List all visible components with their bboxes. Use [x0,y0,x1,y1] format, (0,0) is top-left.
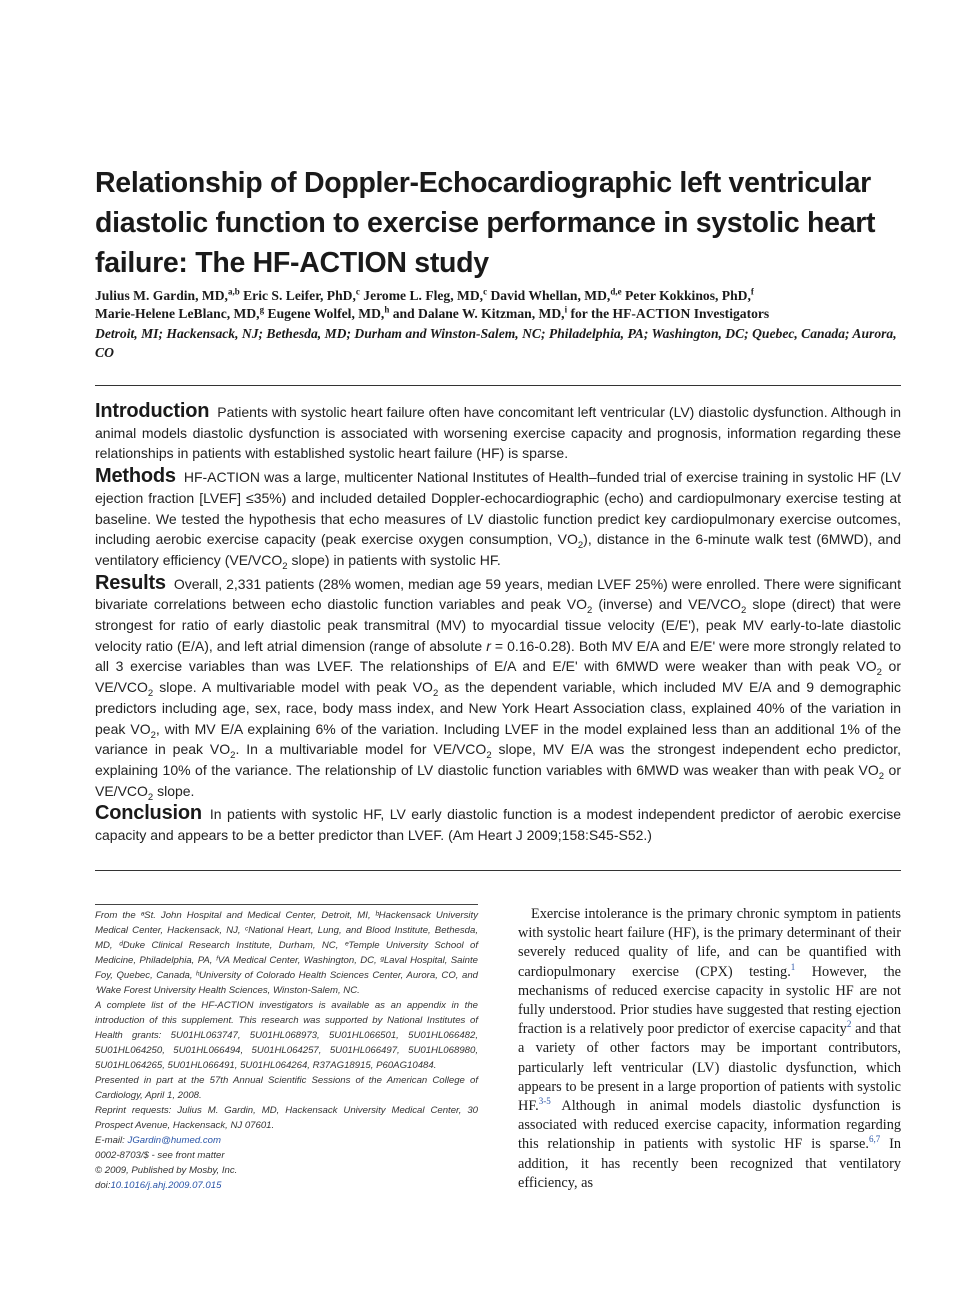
author-affiliation-mark: c [483,286,488,297]
abstract-text: slope (direct) that were strongest for ratio of early diastolic peak transmitral (MV) to myocardial tissue velocity (E/E'), peak MV early-to-late diastolic velocity ratio (E/A), and left atrial dimension (range of absolute [95,596,901,654]
author: Eric S. Leifer, PhD, [243,288,356,303]
author: Eugene Wolfel, MD, [267,306,385,321]
investigators-suffix: for the HF-ACTION Investigators [570,306,770,321]
author-list [95,287,905,323]
abstract-methods [95,466,901,571]
subscript: 2 [432,687,439,699]
author: and Dalane W. Kitzman, MD, [392,306,565,321]
abstract-text: Patients with systolic heart failure often have concomitant left ventricular (LV) diastolic dysfunction. Although in animal models diastolic dysfunction is associated with worsening exercise capacity and prognosis, information regarding these relationships in patients with established systolic heart failure (HF) is sparse. [95,404,901,462]
email-link[interactable]: JGardin@humed.com [127,1135,221,1146]
author: Jerome L. Fleg, MD, [363,288,484,303]
body-text: Exercise intolerance is the primary chronic symptom in patients with systolic heart failure (HF), is the primary determinant of their severely reduced quality of life, and can be quantified with cardiopulmonary exercise (CPX) testing. [518,906,901,980]
author-affiliation-mark: h [384,304,390,315]
abstract-results [95,573,901,802]
email-note [95,1133,478,1148]
subscript: 2 [587,605,593,617]
abstract-conclusion [95,803,901,845]
author-affiliation-mark: i [564,304,568,315]
author-affiliation-mark: a,b [227,286,240,297]
article-title: Relationship of Doppler-Echocardiographic left ventricular diastolic function to exercise performance in systolic heart failure: The HF-ACTION study [95,167,876,279]
footnotes [95,908,478,1193]
copyright-note: © 2009, Published by Mosby, Inc. [95,1165,238,1176]
abstract-text: . In a multivariable model for VE/VCO [235,741,487,758]
author-affiliation-mark: d,e [610,286,622,297]
author-locations: Detroit, MI; Hackensack, NJ; Bethesda, MD; Durham and Winston-Salem, NC; Philadelphia, PA; Washington, DC; Quebec, Canada; Aurora, CO [95,326,897,360]
email-label: E-mail: [95,1135,128,1146]
reprint-note: Reprint requests: Julius M. Gardin, MD, Hackensack University Medical Center, 30 Prospect Avenue, Hackensack, NJ 07601. [95,1105,478,1131]
author: Julius M. Gardin, MD, [95,288,228,303]
footnote-rule [95,904,478,905]
subscript: 2 [147,687,154,699]
author: Peter Kokkinos, PhD, [624,288,751,303]
abstract-text: or VE/VCO [95,761,901,799]
citation-link[interactable]: 3-5 [538,1096,551,1107]
subscript: 2 [577,540,584,552]
abstract-heading: Conclusion [95,802,202,825]
subscript: 2 [147,791,154,803]
abstract-bottom-rule [95,870,901,871]
subscript: 2 [741,605,747,617]
author: Marie-Helene LeBlanc, MD, [95,306,260,321]
abstract-top-rule [95,385,901,386]
subscript: 2 [486,750,492,762]
doi-label: doi: [95,1180,111,1191]
abstract-text: HF-ACTION was a large, multicenter National Institutes of Health–funded trial of exercise training in systolic HF (LV ejection fraction [LVEF] ≤35%) and included detailed Doppler-echocardiographic (echo) and cardiopulmonary exercise testing at baseline. We tested the hypothesis that echo measures of LV diastolic function predict key cardiopulmonary exercise outcomes, including aerobic exercise capacity (peak exercise oxygen consumption, VO [95,469,901,548]
body-paragraph [518,905,901,1193]
author: David Whellan, MD, [490,288,611,303]
doi-link[interactable]: 10.1016/j.ahj.2009.07.015 [110,1180,222,1191]
body-text: In addition, it has recently been recognized that ventilatory efficiency, as [518,1136,902,1191]
subscript: 2 [282,560,288,572]
abstract-text: (inverse) and VE/VCO [592,596,742,613]
abstract-text-italic: r [486,637,491,654]
abstract-heading: Results [95,571,166,594]
abstract-text: slope. A multivariable model with peak VO [153,679,433,696]
abstract-text: Overall, 2,331 patients (28% women, median age 59 years, median LVEF 25%) were enrolled. There were significant bivariate correlations between echo diastolic function variables and peak VO [95,575,901,613]
citation-link[interactable]: 6,7 [868,1134,881,1145]
abstract-text: slope. [153,782,195,799]
citation-link[interactable]: 1 [790,961,796,972]
affiliations-note: From the ᵃSt. John Hospital and Medical Center, Detroit, MI, ᵇHackensack University Medical Center, Hackensack, NJ, ᶜNational Heart, Lung, and Blood Institute, Bethesda, MD, ᵈDuke Clinical Research Institute, Durham, NC, ᵉTemple University School of Medicine, Philadelphia, PA, ᶠVA Medical Center, Washington, DC, ᵍLaval Hospital, Sainte Foy, Quebec, Canada, ʰUniversity of Colorado Health Sciences Center, Aurora, CO, and ⁱWake Forest University Health Sciences, Winston-Salem, NC. [95,910,478,996]
funding-note: A complete list of the HF-ACTION investigators is available as an appendix in the introduction of this supplement. This research was supported by National Institutes of Health grants: 5U01HL063747, 5U01HL068973, 5U01HL066501, 5U01HL066482, 5U01HL064250, 5U01HL066494, 5U01HL064257, 5U01HL066497, 5U01HL068980, 5U01HL064265, 5U01HL066491, 5U01HL064264, R37AG18915, P60AG10484. [95,1000,478,1071]
abstract-text: In patients with systolic HF, LV early diastolic function is a modest independent predictor of aerobic exercise capacity and appears to be a better predictor than LVEF. (Am Heart J 2009;158:S45-S52.) [95,806,901,844]
abstract [95,401,901,848]
abstract-text: , with MV E/A explaining 6% of the variation. Including LVEF in the model explained less than an additional 1% of the variance in peak VO [95,720,901,758]
abstract-text: ), distance in the 6-minute walk test (6MWD), and ventilatory efficiency (VE/VCO [95,531,901,568]
issn-note: 0002-8703/$ - see front matter [95,1150,225,1161]
author-affiliation-mark: g [259,304,265,315]
subscript: 2 [230,750,236,762]
abstract-heading: Introduction [95,400,210,422]
abstract-introduction [95,401,901,464]
abstract-text: as the dependent variable, which included MV E/A and 9 demographic predictors including age, sex, race, body mass index, and New York Heart Association class, explained 40% of the variation in peak VO [95,679,901,737]
subscript: 2 [878,770,885,782]
body-text: and that a variety of other factors may be important contributors, particularly left ventricular (LV) diastolic dysfunction, which appears to be present in a large proportion of patients with systolic HF. [518,1021,901,1115]
subscript: 2 [150,729,156,741]
subscript: 2 [876,667,882,679]
abstract-text: or VE/VCO [95,658,901,696]
abstract-text: = 0.16-0.28). Both MV E/A and E/E' were more strongly related to all 3 exercise variables than was LVEF. The relationships of E/A and E/E' with 6MWD were weaker than with peak VO [95,637,901,675]
author-affiliation-mark: f [750,286,754,297]
doi-note [95,1178,478,1193]
body-text: However, the mechanisms of reduced exercise capacity in systolic HF are not fully understood. Prior studies have suggested that resting ejection fraction is a relatively poor predictor of exercise capacity [518,963,902,1038]
body-text-column [518,905,901,1193]
abstract-heading: Methods [95,465,176,488]
author-affiliation-mark: c [355,286,360,297]
body-text: Although in animal models diastolic dysfunction is associated with reduced exercise capacity, information regarding this relationship in patients with systolic HF is sparse. [518,1098,901,1153]
citation-link[interactable]: 2 [846,1019,852,1030]
abstract-text: slope, MV E/A was the strongest independent echo predictor, explaining 10% of the variance. The relationship of LV diastolic function variables with 6MWD was weaker than with peak VO [95,741,902,778]
abstract-text: slope) in patients with systolic HF. [287,551,501,568]
presentation-note: Presented in part at the 57th Annual Scientific Sessions of the American College of Cardiology, April 1, 2008. [95,1075,478,1101]
